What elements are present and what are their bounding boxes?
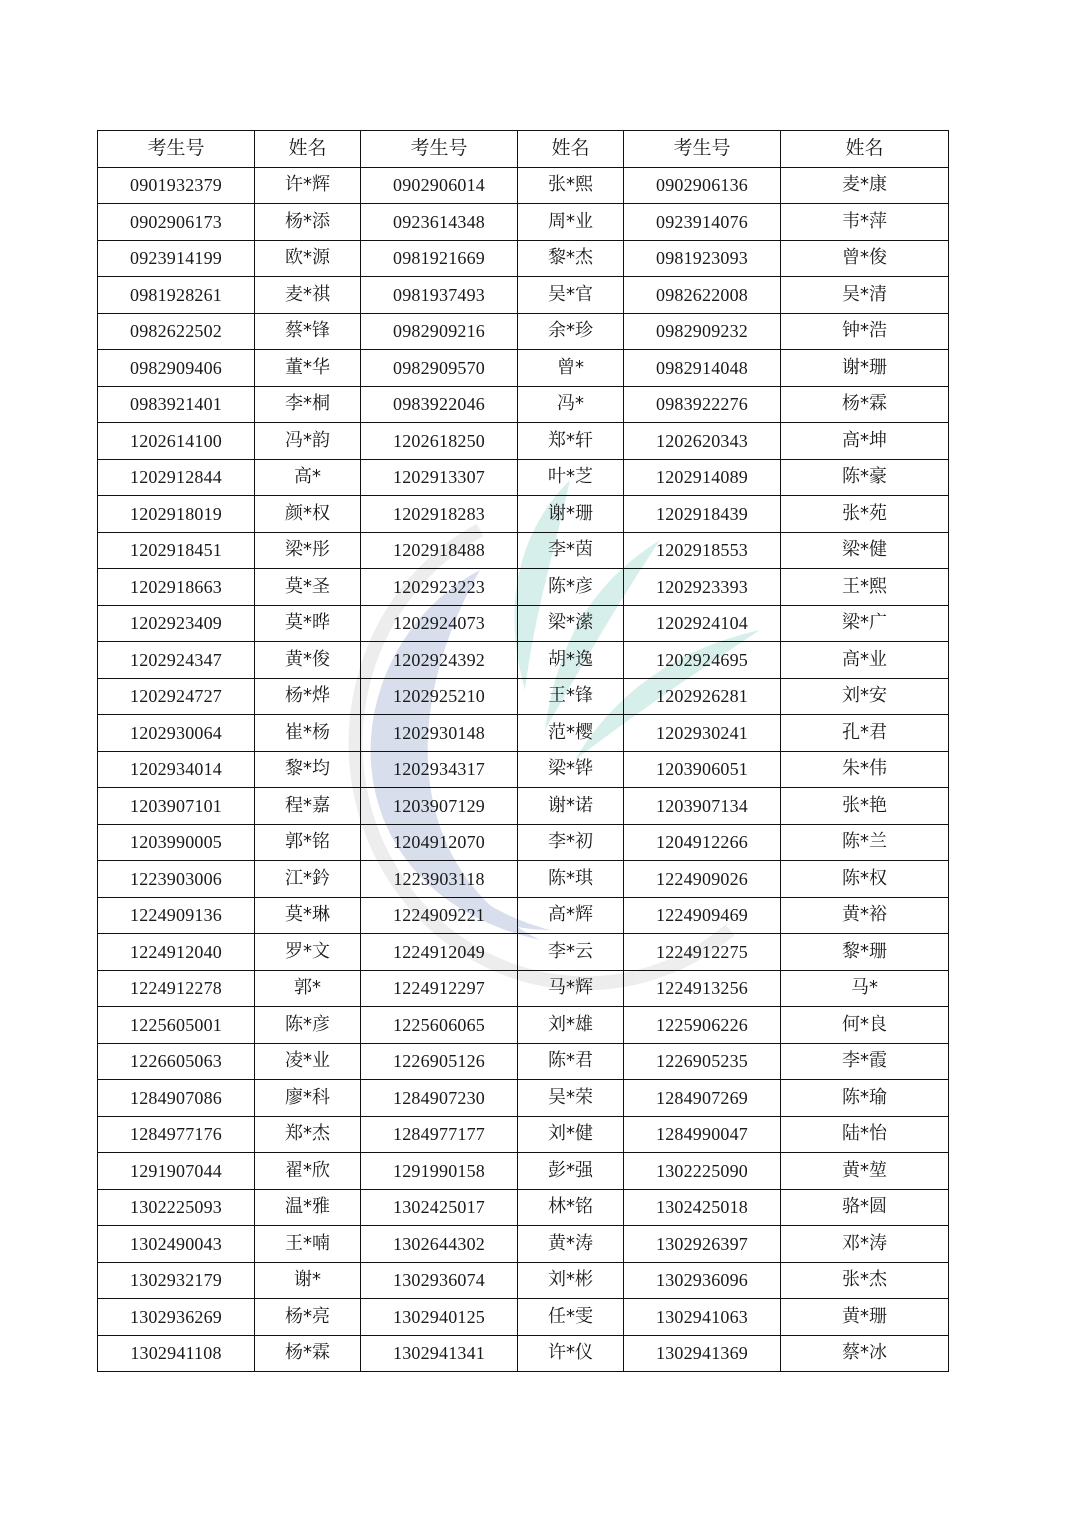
column-header-exam-id: 考生号 bbox=[361, 131, 518, 168]
exam-id-cell: 1202918663 bbox=[98, 569, 255, 606]
exam-id-cell: 1202918553 bbox=[624, 532, 781, 569]
column-header-name: 姓名 bbox=[781, 131, 949, 168]
student-name-cell: 江*鈐 bbox=[255, 861, 361, 898]
table-row bbox=[98, 532, 949, 569]
exam-id-cell: 1291907044 bbox=[98, 1153, 255, 1190]
table-header-row bbox=[98, 131, 949, 168]
table-row bbox=[98, 350, 949, 387]
student-name-cell: 麦*祺 bbox=[255, 277, 361, 314]
student-name-cell: 张*艳 bbox=[781, 788, 949, 825]
student-name-cell: 黄*裕 bbox=[781, 897, 949, 934]
table-row bbox=[98, 861, 949, 898]
table-row bbox=[98, 1116, 949, 1153]
table-row bbox=[98, 605, 949, 642]
exam-id-cell: 1225605001 bbox=[98, 1007, 255, 1044]
exam-id-cell: 1202918488 bbox=[361, 532, 518, 569]
table-row bbox=[98, 386, 949, 423]
student-name-cell: 蔡*冰 bbox=[781, 1335, 949, 1372]
table-body bbox=[98, 167, 949, 1372]
exam-id-cell: 1203907129 bbox=[361, 788, 518, 825]
exam-id-cell: 1202924104 bbox=[624, 605, 781, 642]
exam-id-cell: 1202924727 bbox=[98, 678, 255, 715]
student-name-cell: 杨*添 bbox=[255, 204, 361, 241]
exam-id-cell: 0982914048 bbox=[624, 350, 781, 387]
exam-id-cell: 1225606065 bbox=[361, 1007, 518, 1044]
table-row bbox=[98, 1335, 949, 1372]
exam-id-cell: 0902906136 bbox=[624, 167, 781, 204]
exam-id-cell: 0923914199 bbox=[98, 240, 255, 277]
exam-id-cell: 1291990158 bbox=[361, 1153, 518, 1190]
exam-id-cell: 1284907269 bbox=[624, 1080, 781, 1117]
student-name-cell: 范*樱 bbox=[518, 715, 624, 752]
table-row bbox=[98, 1080, 949, 1117]
admission-roster-table bbox=[97, 130, 949, 1372]
student-name-cell: 麦*康 bbox=[781, 167, 949, 204]
column-header-name: 姓名 bbox=[255, 131, 361, 168]
exam-id-cell: 1302941369 bbox=[624, 1335, 781, 1372]
student-name-cell: 高* bbox=[255, 459, 361, 496]
exam-id-cell: 1202620343 bbox=[624, 423, 781, 460]
student-name-cell: 马*辉 bbox=[518, 970, 624, 1007]
student-name-cell: 罗*文 bbox=[255, 934, 361, 971]
exam-id-cell: 0981921669 bbox=[361, 240, 518, 277]
student-name-cell: 王*熙 bbox=[781, 569, 949, 606]
exam-id-cell: 0901932379 bbox=[98, 167, 255, 204]
student-name-cell: 颜*权 bbox=[255, 496, 361, 533]
student-name-cell: 何*良 bbox=[781, 1007, 949, 1044]
exam-id-cell: 1203907101 bbox=[98, 788, 255, 825]
table-row bbox=[98, 313, 949, 350]
exam-id-cell: 1202934014 bbox=[98, 751, 255, 788]
table-row bbox=[98, 423, 949, 460]
student-name-cell: 冯*韵 bbox=[255, 423, 361, 460]
exam-id-cell: 1224912040 bbox=[98, 934, 255, 971]
student-name-cell: 高*坤 bbox=[781, 423, 949, 460]
exam-id-cell: 1284990047 bbox=[624, 1116, 781, 1153]
student-name-cell: 黄*涛 bbox=[518, 1226, 624, 1263]
student-name-cell: 谢*珊 bbox=[518, 496, 624, 533]
exam-id-cell: 1202918451 bbox=[98, 532, 255, 569]
student-name-cell: 郭*铭 bbox=[255, 824, 361, 861]
table-row bbox=[98, 167, 949, 204]
exam-id-cell: 1203907134 bbox=[624, 788, 781, 825]
student-name-cell: 杨*烨 bbox=[255, 678, 361, 715]
exam-id-cell: 1202925210 bbox=[361, 678, 518, 715]
student-name-cell: 周*业 bbox=[518, 204, 624, 241]
exam-id-cell: 1202934317 bbox=[361, 751, 518, 788]
table-row bbox=[98, 1226, 949, 1263]
student-name-cell: 杨*霖 bbox=[781, 386, 949, 423]
table-row bbox=[98, 934, 949, 971]
student-name-cell: 廖*科 bbox=[255, 1080, 361, 1117]
student-name-cell: 梁*潆 bbox=[518, 605, 624, 642]
student-name-cell: 杨*霖 bbox=[255, 1335, 361, 1372]
exam-id-cell: 1284977176 bbox=[98, 1116, 255, 1153]
exam-id-cell: 1223903006 bbox=[98, 861, 255, 898]
student-name-cell: 陈*瑜 bbox=[781, 1080, 949, 1117]
student-name-cell: 梁*健 bbox=[781, 532, 949, 569]
table-row bbox=[98, 1189, 949, 1226]
exam-id-cell: 1302425017 bbox=[361, 1189, 518, 1226]
exam-id-cell: 1302225093 bbox=[98, 1189, 255, 1226]
table-row bbox=[98, 824, 949, 861]
student-name-cell: 吴*官 bbox=[518, 277, 624, 314]
student-name-cell: 钟*浩 bbox=[781, 313, 949, 350]
exam-id-cell: 1302425018 bbox=[624, 1189, 781, 1226]
student-name-cell: 翟*欣 bbox=[255, 1153, 361, 1190]
table-row bbox=[98, 496, 949, 533]
column-header-exam-id: 考生号 bbox=[98, 131, 255, 168]
exam-id-cell: 1202913307 bbox=[361, 459, 518, 496]
exam-id-cell: 1202923409 bbox=[98, 605, 255, 642]
exam-id-cell: 1204912070 bbox=[361, 824, 518, 861]
exam-id-cell: 0982909570 bbox=[361, 350, 518, 387]
exam-id-cell: 1224912297 bbox=[361, 970, 518, 1007]
student-name-cell: 刘*彬 bbox=[518, 1262, 624, 1299]
student-name-cell: 吴*荣 bbox=[518, 1080, 624, 1117]
student-name-cell: 陈*彦 bbox=[255, 1007, 361, 1044]
exam-id-cell: 1226905126 bbox=[361, 1043, 518, 1080]
student-name-cell: 骆*圆 bbox=[781, 1189, 949, 1226]
table-row bbox=[98, 1007, 949, 1044]
student-name-cell: 曾*俊 bbox=[781, 240, 949, 277]
student-name-cell: 谢* bbox=[255, 1262, 361, 1299]
exam-id-cell: 0981923093 bbox=[624, 240, 781, 277]
exam-id-cell: 0982909406 bbox=[98, 350, 255, 387]
exam-id-cell: 1284907086 bbox=[98, 1080, 255, 1117]
table-row bbox=[98, 1299, 949, 1336]
student-name-cell: 刘*雄 bbox=[518, 1007, 624, 1044]
student-name-cell: 彭*强 bbox=[518, 1153, 624, 1190]
exam-id-cell: 1224913256 bbox=[624, 970, 781, 1007]
exam-id-cell: 1202930148 bbox=[361, 715, 518, 752]
exam-id-cell: 1302936096 bbox=[624, 1262, 781, 1299]
table-row bbox=[98, 788, 949, 825]
student-name-cell: 郑*杰 bbox=[255, 1116, 361, 1153]
exam-id-cell: 1202914089 bbox=[624, 459, 781, 496]
exam-id-cell: 1202924073 bbox=[361, 605, 518, 642]
student-name-cell: 李*初 bbox=[518, 824, 624, 861]
exam-id-cell: 0982622502 bbox=[98, 313, 255, 350]
exam-id-cell: 1226605063 bbox=[98, 1043, 255, 1080]
exam-id-cell: 1203906051 bbox=[624, 751, 781, 788]
student-name-cell: 许*辉 bbox=[255, 167, 361, 204]
student-name-cell: 陈*豪 bbox=[781, 459, 949, 496]
student-name-cell: 李*云 bbox=[518, 934, 624, 971]
table-row bbox=[98, 569, 949, 606]
student-name-cell: 陆*怡 bbox=[781, 1116, 949, 1153]
student-name-cell: 陈*权 bbox=[781, 861, 949, 898]
exam-id-cell: 1202924347 bbox=[98, 642, 255, 679]
exam-id-cell: 1224912049 bbox=[361, 934, 518, 971]
exam-id-cell: 0982909216 bbox=[361, 313, 518, 350]
student-name-cell: 崔*杨 bbox=[255, 715, 361, 752]
student-name-cell: 王*锋 bbox=[518, 678, 624, 715]
student-name-cell: 谢*珊 bbox=[781, 350, 949, 387]
student-name-cell: 黎*珊 bbox=[781, 934, 949, 971]
exam-id-cell: 1302936074 bbox=[361, 1262, 518, 1299]
student-name-cell: 叶*芝 bbox=[518, 459, 624, 496]
student-name-cell: 黄*堃 bbox=[781, 1153, 949, 1190]
exam-id-cell: 0902906014 bbox=[361, 167, 518, 204]
exam-id-cell: 1203990005 bbox=[98, 824, 255, 861]
table-row bbox=[98, 715, 949, 752]
exam-id-cell: 0983922276 bbox=[624, 386, 781, 423]
student-name-cell: 林*铭 bbox=[518, 1189, 624, 1226]
exam-id-cell: 1202930241 bbox=[624, 715, 781, 752]
student-name-cell: 梁*广 bbox=[781, 605, 949, 642]
exam-id-cell: 1224909136 bbox=[98, 897, 255, 934]
exam-id-cell: 1202918019 bbox=[98, 496, 255, 533]
student-name-cell: 吴*清 bbox=[781, 277, 949, 314]
student-name-cell: 陈*兰 bbox=[781, 824, 949, 861]
table-row bbox=[98, 897, 949, 934]
student-name-cell: 刘*健 bbox=[518, 1116, 624, 1153]
exam-id-cell: 1202614100 bbox=[98, 423, 255, 460]
column-header-exam-id: 考生号 bbox=[624, 131, 781, 168]
exam-id-cell: 1202924695 bbox=[624, 642, 781, 679]
student-name-cell: 张*熙 bbox=[518, 167, 624, 204]
table-row bbox=[98, 1262, 949, 1299]
student-name-cell: 黄*俊 bbox=[255, 642, 361, 679]
exam-id-cell: 0982622008 bbox=[624, 277, 781, 314]
exam-id-cell: 1226905235 bbox=[624, 1043, 781, 1080]
exam-id-cell: 1202923223 bbox=[361, 569, 518, 606]
exam-id-cell: 1202918439 bbox=[624, 496, 781, 533]
exam-id-cell: 1302225090 bbox=[624, 1153, 781, 1190]
student-name-cell: 韦*萍 bbox=[781, 204, 949, 241]
student-name-cell: 许*仪 bbox=[518, 1335, 624, 1372]
table-row bbox=[98, 751, 949, 788]
exam-id-cell: 1302940125 bbox=[361, 1299, 518, 1336]
table-row bbox=[98, 678, 949, 715]
exam-id-cell: 1224909221 bbox=[361, 897, 518, 934]
table-row bbox=[98, 1153, 949, 1190]
student-name-cell: 冯* bbox=[518, 386, 624, 423]
exam-id-cell: 1224912275 bbox=[624, 934, 781, 971]
student-name-cell: 李*霞 bbox=[781, 1043, 949, 1080]
exam-id-cell: 1202924392 bbox=[361, 642, 518, 679]
student-name-cell: 温*雅 bbox=[255, 1189, 361, 1226]
student-name-cell: 陈*琪 bbox=[518, 861, 624, 898]
exam-id-cell: 1224909026 bbox=[624, 861, 781, 898]
exam-id-cell: 1302936269 bbox=[98, 1299, 255, 1336]
exam-id-cell: 1202926281 bbox=[624, 678, 781, 715]
student-name-cell: 任*雯 bbox=[518, 1299, 624, 1336]
student-name-cell: 程*嘉 bbox=[255, 788, 361, 825]
exam-id-cell: 1302932179 bbox=[98, 1262, 255, 1299]
exam-id-cell: 1202912844 bbox=[98, 459, 255, 496]
exam-id-cell: 1302644302 bbox=[361, 1226, 518, 1263]
student-name-cell: 张*苑 bbox=[781, 496, 949, 533]
student-name-cell: 朱*伟 bbox=[781, 751, 949, 788]
student-name-cell: 曾* bbox=[518, 350, 624, 387]
table-row bbox=[98, 642, 949, 679]
exam-id-cell: 0983921401 bbox=[98, 386, 255, 423]
exam-id-cell: 1202930064 bbox=[98, 715, 255, 752]
exam-id-cell: 1202918283 bbox=[361, 496, 518, 533]
table-row bbox=[98, 240, 949, 277]
student-name-cell: 马* bbox=[781, 970, 949, 1007]
exam-id-cell: 1302941341 bbox=[361, 1335, 518, 1372]
student-name-cell: 莫*晔 bbox=[255, 605, 361, 642]
exam-id-cell: 1204912266 bbox=[624, 824, 781, 861]
student-name-cell: 高*辉 bbox=[518, 897, 624, 934]
exam-id-cell: 1302941063 bbox=[624, 1299, 781, 1336]
student-name-cell: 孔*君 bbox=[781, 715, 949, 752]
student-name-cell: 余*珍 bbox=[518, 313, 624, 350]
student-name-cell: 刘*安 bbox=[781, 678, 949, 715]
student-name-cell: 黎*杰 bbox=[518, 240, 624, 277]
student-name-cell: 黄*珊 bbox=[781, 1299, 949, 1336]
exam-id-cell: 1224912278 bbox=[98, 970, 255, 1007]
table-row bbox=[98, 459, 949, 496]
exam-id-cell: 1223903118 bbox=[361, 861, 518, 898]
student-name-cell: 蔡*锋 bbox=[255, 313, 361, 350]
exam-id-cell: 1225906226 bbox=[624, 1007, 781, 1044]
exam-id-cell: 0983922046 bbox=[361, 386, 518, 423]
student-name-cell: 张*杰 bbox=[781, 1262, 949, 1299]
student-name-cell: 欧*源 bbox=[255, 240, 361, 277]
student-name-cell: 凌*业 bbox=[255, 1043, 361, 1080]
exam-id-cell: 0982909232 bbox=[624, 313, 781, 350]
exam-id-cell: 1284907230 bbox=[361, 1080, 518, 1117]
student-name-cell: 郭* bbox=[255, 970, 361, 1007]
exam-id-cell: 0923614348 bbox=[361, 204, 518, 241]
table-row bbox=[98, 204, 949, 241]
student-name-cell: 黎*均 bbox=[255, 751, 361, 788]
table-row bbox=[98, 1043, 949, 1080]
student-name-cell: 莫*琳 bbox=[255, 897, 361, 934]
student-name-cell: 李*茵 bbox=[518, 532, 624, 569]
exam-id-cell: 0923914076 bbox=[624, 204, 781, 241]
student-name-cell: 郑*轩 bbox=[518, 423, 624, 460]
student-name-cell: 邓*涛 bbox=[781, 1226, 949, 1263]
student-name-cell: 胡*逸 bbox=[518, 642, 624, 679]
exam-id-cell: 0902906173 bbox=[98, 204, 255, 241]
student-name-cell: 谢*诺 bbox=[518, 788, 624, 825]
student-name-cell: 杨*亮 bbox=[255, 1299, 361, 1336]
student-name-cell: 李*桐 bbox=[255, 386, 361, 423]
student-name-cell: 王*喃 bbox=[255, 1226, 361, 1263]
exam-id-cell: 1302926397 bbox=[624, 1226, 781, 1263]
student-name-cell: 陈*彦 bbox=[518, 569, 624, 606]
student-name-cell: 莫*圣 bbox=[255, 569, 361, 606]
student-name-cell: 梁*铧 bbox=[518, 751, 624, 788]
exam-id-cell: 1302941108 bbox=[98, 1335, 255, 1372]
exam-id-cell: 1302490043 bbox=[98, 1226, 255, 1263]
exam-id-cell: 0981928261 bbox=[98, 277, 255, 314]
table-row bbox=[98, 970, 949, 1007]
exam-id-cell: 1202923393 bbox=[624, 569, 781, 606]
column-header-name: 姓名 bbox=[518, 131, 624, 168]
table-row bbox=[98, 277, 949, 314]
student-name-cell: 高*业 bbox=[781, 642, 949, 679]
student-name-cell: 陈*君 bbox=[518, 1043, 624, 1080]
exam-id-cell: 1202618250 bbox=[361, 423, 518, 460]
exam-id-cell: 0981937493 bbox=[361, 277, 518, 314]
student-name-cell: 梁*彤 bbox=[255, 532, 361, 569]
exam-id-cell: 1284977177 bbox=[361, 1116, 518, 1153]
student-name-cell: 董*华 bbox=[255, 350, 361, 387]
exam-id-cell: 1224909469 bbox=[624, 897, 781, 934]
